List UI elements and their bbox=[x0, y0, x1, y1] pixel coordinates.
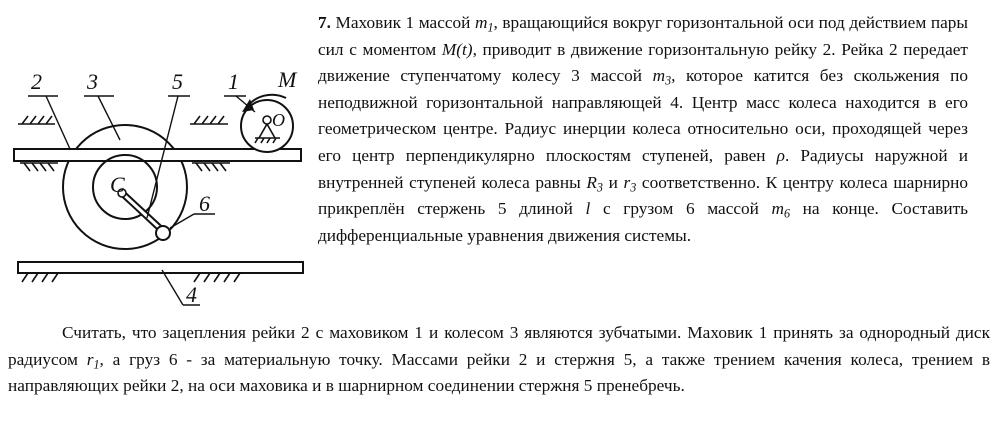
intro-segment: 6 bbox=[784, 206, 791, 221]
problem-number: 7. bbox=[318, 13, 331, 32]
intro-segment: r bbox=[623, 172, 631, 192]
guide-hatches bbox=[22, 273, 240, 282]
problem-statement bbox=[318, 10, 968, 249]
label-flywheel: 1 bbox=[228, 69, 239, 94]
intro-segment: R bbox=[586, 172, 597, 192]
intro-segment: 3 bbox=[665, 73, 672, 88]
intro-segment: m bbox=[474, 13, 488, 32]
intro-segment: , которое катится без скольжения по неподвижной горизонтальной направляющей 4. Центр масс колеса находится в его геометрическом центре. Радиус инерции колеса относительно оси, проходящей через его центр перпендикулярно плоскостям ступеней, равен bbox=[318, 66, 968, 165]
outro-segment: Считать, что зацепления рейки 2 с маховиком 1 и колесом 3 являются зубчатыми. Маховик 1 принять за однородный диск радиусом bbox=[8, 323, 990, 369]
mechanism-figure bbox=[0, 0, 312, 325]
intro-segment: 3 bbox=[630, 180, 637, 195]
outro-segment: 1 bbox=[93, 357, 100, 372]
intro-segment: . Радиусы наружной и внутренней ступеней колеса равны bbox=[318, 145, 968, 192]
intro-segment: на конце. Составить дифференциальные уравнения движения системы. bbox=[318, 199, 968, 245]
upper-left-support bbox=[18, 116, 55, 124]
intro-segment: 3 bbox=[596, 180, 603, 195]
label-weight: 6 bbox=[199, 191, 210, 216]
label-wheel: 3 bbox=[87, 69, 98, 94]
intro-segment: 1 bbox=[487, 20, 494, 35]
guide-4 bbox=[18, 262, 303, 273]
intro-segment: , приводит в движение горизонтальную рейку 2. Рейка 2 передает движение ступенчатому колесу 3 массой bbox=[318, 39, 968, 86]
label-center-c: C bbox=[110, 172, 125, 197]
intro-segment: ρ bbox=[776, 145, 785, 165]
problem-assumptions bbox=[8, 320, 990, 400]
label-guide: 4 bbox=[186, 282, 197, 307]
label-axis-o: O bbox=[272, 110, 285, 130]
problem-statement-body bbox=[318, 13, 968, 245]
upper-middle-support bbox=[190, 116, 228, 124]
intro-segment: Маховик 1 массой bbox=[330, 13, 475, 32]
outro-segment: r bbox=[86, 349, 94, 369]
intro-segment: и bbox=[602, 172, 624, 192]
intro-segment: m bbox=[652, 66, 666, 86]
outro-segment: , а груз 6 - за материальную точку. Массами рейки 2 и стержня 5, а также трением качения колеса, трением в направляющих рейки 2, на оси маховика и в шарнирном соединении стержня 5 пренебречь. bbox=[8, 349, 990, 396]
intro-segment: с грузом 6 массой bbox=[590, 199, 772, 219]
intro-segment: M(t) bbox=[441, 39, 473, 59]
weight-6 bbox=[156, 226, 170, 240]
label-moment: M bbox=[278, 67, 297, 92]
intro-segment: m bbox=[771, 199, 785, 219]
label-rack: 2 bbox=[31, 69, 42, 94]
intro-segment: соответственно. К центру колеса шарнирно прикреплён стержень 5 длиной bbox=[318, 172, 969, 219]
intro-segment: , вращающийся вокруг горизонтальной оси под действием пары сил с моментом bbox=[318, 13, 968, 59]
intro-segment: l bbox=[585, 199, 591, 219]
label-rod: 5 bbox=[172, 69, 183, 94]
